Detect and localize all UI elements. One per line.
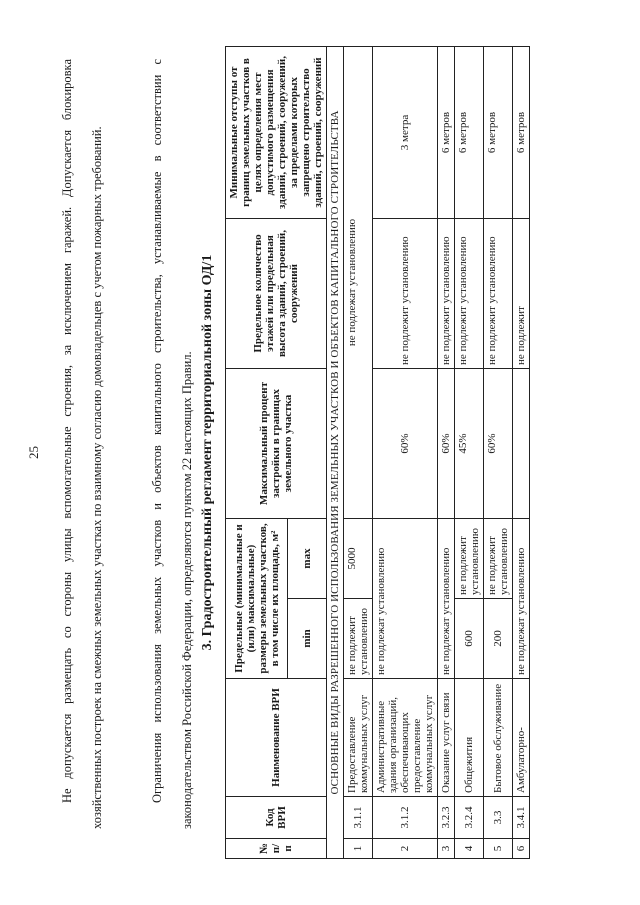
paragraph-restrictions: Ограничения использования земельных участков и объектов капитального строительства, устанавливаемые в соответствии с законодательством Российской Федерации, определяются пунктом 22 настоящих Правил.	[150, 59, 194, 829]
regulation-table	[225, 46, 530, 859]
row-setback: 6 метров	[438, 47, 455, 219]
row-setback: 3 метра	[373, 47, 438, 219]
section-heading: 3. Градостроительный регламент территориальной зоны ОД/1	[200, 254, 215, 651]
row-num: 1	[344, 839, 373, 859]
row-percent: 45%	[455, 369, 484, 519]
row-rest-merged: не подлежат установлению	[344, 47, 373, 519]
header-code: Код ВРИ	[226, 797, 327, 839]
row-setback: 6 метров	[484, 47, 513, 219]
row-name: Административные здания организаций, обеспечивающих предоставление коммунальных услуг	[373, 679, 438, 797]
header-size-group	[226, 519, 288, 679]
table-row	[455, 47, 484, 859]
row-size-merged: не подлежат установлению	[513, 519, 530, 679]
row-code: 3.2.3	[438, 797, 455, 839]
row-name: Амбулаторно-	[513, 679, 530, 797]
row-code: 3.1.1	[344, 797, 373, 839]
row-name: Предоставление коммунальных услуг	[344, 679, 373, 797]
paragraph-garages: Не допускается размещать со стороны улицы вспомогательные строения, за исключением гаражей. Допускается блокировка хозяйственных построек на смежных земельных участках по взаимному согласию домовладельцев с учетом пожарных требований.	[60, 59, 104, 829]
row-floors: не подлежит установлению	[455, 219, 484, 369]
row-percent	[513, 369, 530, 519]
row-floors: не подлежит установлению	[484, 219, 513, 369]
table-row	[344, 47, 373, 859]
row-percent: 60%	[373, 369, 438, 519]
row-percent: 60%	[438, 369, 455, 519]
row-min: не подлежит установлению	[344, 599, 373, 679]
row-max: 5000	[344, 519, 373, 599]
header-size-group-text: Предельные (минимальные и (или) максимальные) размеры земельных участков, в том числе их площадь, м²	[232, 523, 281, 674]
row-code: 3.1.2	[373, 797, 438, 839]
table-row	[484, 47, 513, 859]
header-num: № п/п	[226, 839, 327, 859]
row-name: Общежития	[455, 679, 484, 797]
row-name: Бытовое обслуживание	[484, 679, 513, 797]
row-code: 3.2.4	[455, 797, 484, 839]
page-number: 25	[26, 446, 41, 459]
row-setback: 6 метров	[455, 47, 484, 219]
row-max: не подлежит установлению	[484, 519, 513, 599]
row-num: 6	[513, 839, 530, 859]
header-floors: Предельное количество этажей или предельная высота зданий, строений, сооружений	[226, 219, 327, 369]
row-max: не подлежит установлению	[455, 519, 484, 599]
row-size-merged: не подлежат установлению	[438, 519, 455, 679]
row-num: 4	[455, 839, 484, 859]
row-floors: не подлежит установлению	[373, 219, 438, 369]
row-size-merged: не подлежат установлению	[373, 519, 438, 679]
row-floors: не подлежит	[513, 219, 530, 369]
row-floors: не подлежит установлению	[438, 219, 455, 369]
row-code: 3.4.1	[513, 797, 530, 839]
row-min: 200	[484, 599, 513, 679]
section-title-row: ОСНОВНЫЕ ВИДЫ РАЗРЕШЕННОГО ИСПОЛЬЗОВАНИЯ ЗЕМЕЛЬНЫХ УЧАСТКОВ И ОБЪЕКТОВ КАПИТАЛЬНОГО СТРОИТЕЛЬСТВА	[327, 47, 344, 859]
row-num: 5	[484, 839, 513, 859]
row-code: 3.3	[484, 797, 513, 839]
row-setback: 6 метров	[513, 47, 530, 219]
header-max: max	[288, 519, 327, 599]
header-percent: Максимальный процент застройки в границах земельного участка	[226, 369, 327, 519]
row-percent: 60%	[484, 369, 513, 519]
header-setback: Минимальные отступы от границ земельных участков в целях определения мест допустимого размещения зданий, строений, сооружений, за пределами которых запрещено строительство зданий, строений, сооружений	[226, 47, 327, 219]
row-name: Оказание услуг связи	[438, 679, 455, 797]
table-row	[513, 47, 530, 859]
header-name: Наименование ВРИ	[226, 679, 327, 797]
table-row	[373, 47, 438, 859]
row-min: 600	[455, 599, 484, 679]
table-row	[438, 47, 455, 859]
header-min: min	[288, 599, 327, 679]
row-num: 3	[438, 839, 455, 859]
row-num: 2	[373, 839, 438, 859]
